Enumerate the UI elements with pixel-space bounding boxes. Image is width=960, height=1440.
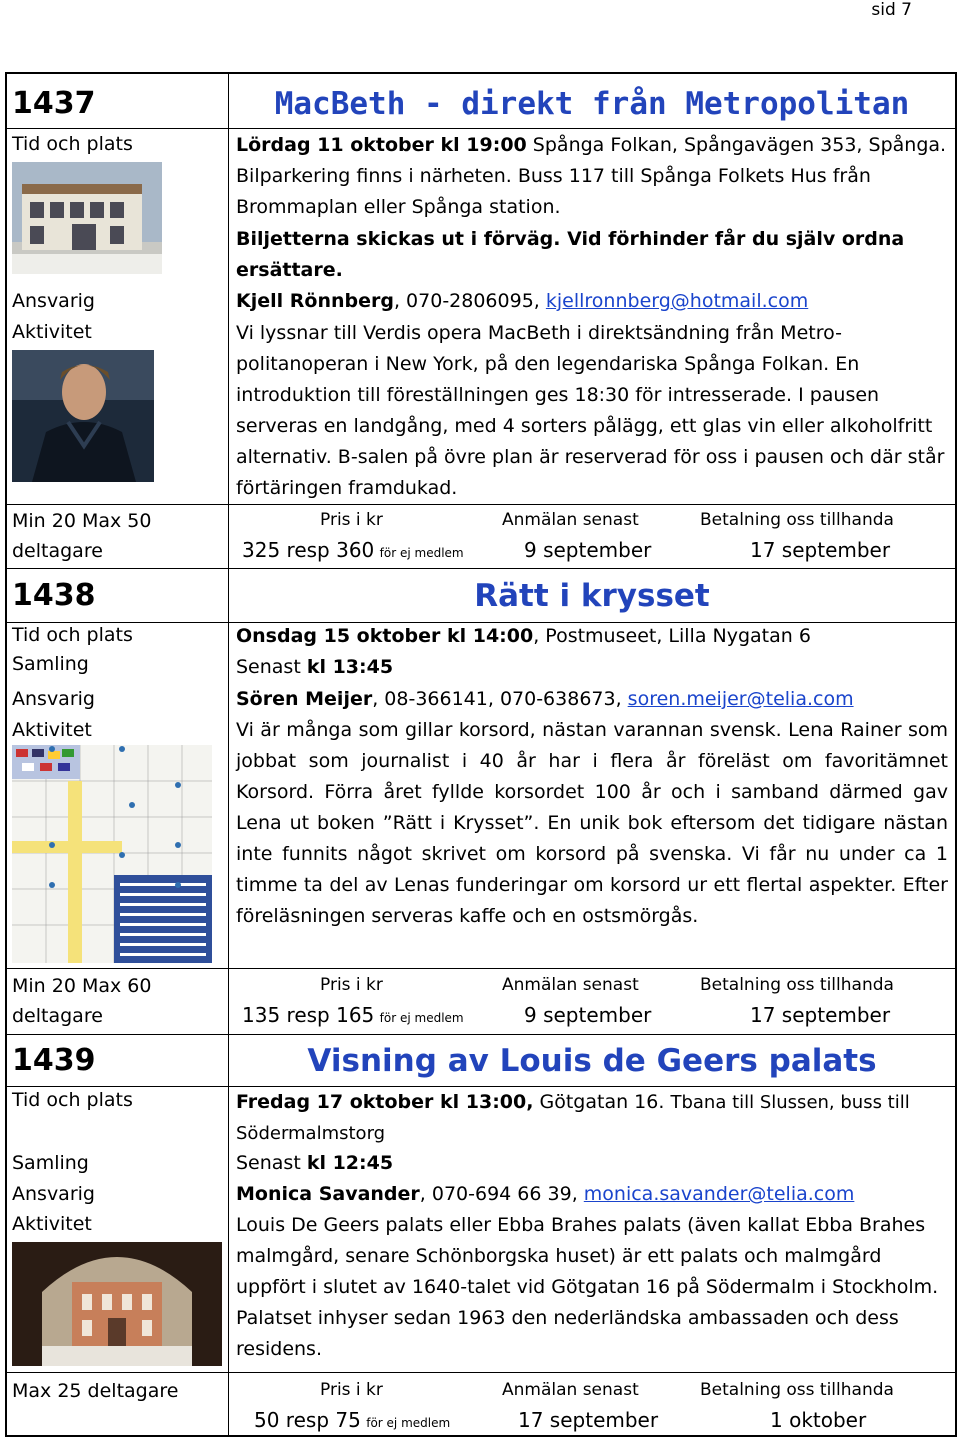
event-location: , Postmuseet, Lilla Nygatan 6 [533, 625, 811, 647]
event-date: Lördag 11 oktober kl 19:00 [236, 134, 527, 156]
opera-singer-photo [12, 350, 154, 482]
label-aktivitet: Aktivitet [12, 1213, 92, 1235]
column-divider [228, 72, 229, 1437]
pris-value: 50 resp 75 för ej medlem [254, 1408, 451, 1432]
betalning-date: 1 oktober [770, 1408, 867, 1432]
ansvarig-text [236, 684, 948, 715]
row-divider [5, 1034, 957, 1035]
pris-label: Pris i kr [320, 510, 383, 530]
event-number: 1437 [12, 86, 96, 121]
anmalan-label: Anmälan senast [502, 975, 639, 995]
samling-time: kl 13:45 [306, 656, 394, 678]
event-title: MacBeth - direkt från Metropolitan [274, 86, 910, 122]
label-ansvarig: Ansvarig [12, 688, 95, 710]
label-aktivitet: Aktivitet [12, 719, 92, 741]
event-number: 1438 [12, 578, 96, 613]
event-location: Spånga Folkan, Spångavägen 353, Spånga. Bilparkering finns i närheten. Buss 117 till Spånga Folkets Hus från Brommaplan eller Spånga station. [236, 134, 947, 218]
label-tid-och-plats: Tid och plats [12, 1089, 133, 1111]
tid-och-plats-text [236, 1087, 948, 1149]
ansvarig-email-link[interactable]: kjellronnberg@hotmail.com [545, 290, 809, 312]
ansvarig-email-link[interactable]: soren.meijer@telia.com [627, 688, 854, 710]
aktivitet-text: Louis De Geers palats eller Ebba Brahes palats (även kallat Ebba Brahes malmgård, senare Schönborgska huset) är ett palats och malmgård uppfört i slutet av 1640-talet vid Götgatan 16 på Södermalm i Stockholm. Palatset inhyser sedan 1963 den nederländska ambassaden och dess residens. [236, 1214, 939, 1360]
label-tid-och-plats: Tid och plats [12, 624, 133, 646]
event-number: 1439 [12, 1043, 96, 1078]
page-number: sid 7 [871, 0, 912, 20]
aktivitet-text: Vi är många som gillar korsord, nästan varannan svensk. Lena Rainer som jobbat som journalist i 40 år har i flera år föreläst om favoritämnet Korsord. Förra året fyllde korsordet 100 år och i samband därmed gav Lena ut boken ”Rätt i Krysset”. En unik bok eftersom det tidigare nästan inte funnits något skrivet om korsord på svenska. Vi får nu under ca 1 timme ta del av Lenas funderingar om korsord ur ett flertal aspekter. Efter föreläsningen serveras kaffe och en ostsmörgås. [236, 719, 948, 927]
transport-info: Tbana till Slussen, buss till Södermalmstorg [236, 1092, 910, 1144]
betalning-date: 17 september [750, 1003, 891, 1027]
aktivitet-text: Vi lyssnar till Verdis opera MacBeth i direktsändning från Metro-politanoperan i New York, på den legendariska Spånga Folkan. En introduktion till föreställningen ges 18:30 för intresserade. I pausen serveras en landgång, med 4 sorters pålägg, ett glas vin eller alkoholfritt alternativ. B-salen på övre plan är reserverad för oss i pausen och där står förtäringen framdukad. [236, 322, 945, 499]
ansvarig-name: Monica Savander [236, 1183, 420, 1205]
anmalan-date: 9 september [524, 538, 652, 562]
label-samling: Samling [12, 1152, 89, 1174]
event-date: Fredag 17 oktober kl 13:00, [236, 1091, 534, 1113]
label-deltagare: deltagare [12, 540, 103, 562]
label-max: Max 25 deltagare [12, 1380, 179, 1402]
row-divider [5, 968, 957, 969]
tid-och-plats-text [236, 621, 948, 652]
anmalan-date: 9 september [524, 1003, 652, 1027]
crossword-image [12, 745, 212, 963]
ansvarig-name: Sören Meijer [236, 688, 373, 710]
label-samling: Samling [12, 653, 89, 675]
palace-gate-photo [12, 1242, 222, 1366]
anmalan-label: Anmälan senast [502, 1380, 639, 1400]
event-title: Rätt i krysset [474, 578, 710, 614]
betalning-label: Betalning oss tillhanda [700, 510, 894, 530]
row-divider [5, 1372, 957, 1373]
pris-value: 325 resp 360 för ej medlem [242, 538, 464, 562]
event-date: Onsdag 15 oktober kl 14:00 [236, 625, 534, 647]
label-min-max: Min 20 Max 50 [12, 510, 152, 532]
samling-text: Senast kl 13:45 [236, 656, 394, 678]
row-divider [5, 504, 957, 505]
event-title: Visning av Louis de Geers palats [307, 1043, 877, 1079]
label-ansvarig: Ansvarig [12, 1183, 95, 1205]
ansvarig-phone: , 070-2806095, [393, 290, 546, 312]
samling-text: Senast kl 12:45 [236, 1152, 394, 1174]
label-ansvarig: Ansvarig [12, 290, 95, 312]
betalning-label: Betalning oss tillhanda [700, 1380, 894, 1400]
label-aktivitet: Aktivitet [12, 321, 92, 343]
ansvarig-phone: , 070-694 66 39, [419, 1183, 584, 1205]
betalning-label: Betalning oss tillhanda [700, 975, 894, 995]
event-location: Götgatan 16. [533, 1091, 671, 1113]
anmalan-label: Anmälan senast [502, 510, 639, 530]
ansvarig-phone: , 08-366141, 070-638673, [372, 688, 628, 710]
ansvarig-text [236, 1179, 948, 1210]
tid-och-plats-text [236, 130, 948, 223]
building-photo [12, 162, 162, 274]
row-divider [5, 128, 957, 129]
betalning-date: 17 september [750, 538, 891, 562]
label-min-max: Min 20 Max 60 [12, 975, 152, 997]
label-deltagare: deltagare [12, 1005, 103, 1027]
ansvarig-name: Kjell Rönnberg [236, 290, 394, 312]
pris-label: Pris i kr [320, 1380, 383, 1400]
ticket-note: Biljetterna skickas ut i förväg. Vid förhinder får du själv ordna ersättare. [236, 228, 905, 281]
ansvarig-email-link[interactable]: monica.savander@telia.com [583, 1183, 855, 1205]
row-divider [5, 568, 957, 569]
ansvarig-text [236, 286, 948, 317]
label-tid-och-plats: Tid och plats [12, 133, 133, 155]
anmalan-date: 17 september [518, 1408, 659, 1432]
samling-time: kl 12:45 [306, 1152, 394, 1174]
pris-label: Pris i kr [320, 975, 383, 995]
pris-value: 135 resp 165 för ej medlem [242, 1003, 464, 1027]
